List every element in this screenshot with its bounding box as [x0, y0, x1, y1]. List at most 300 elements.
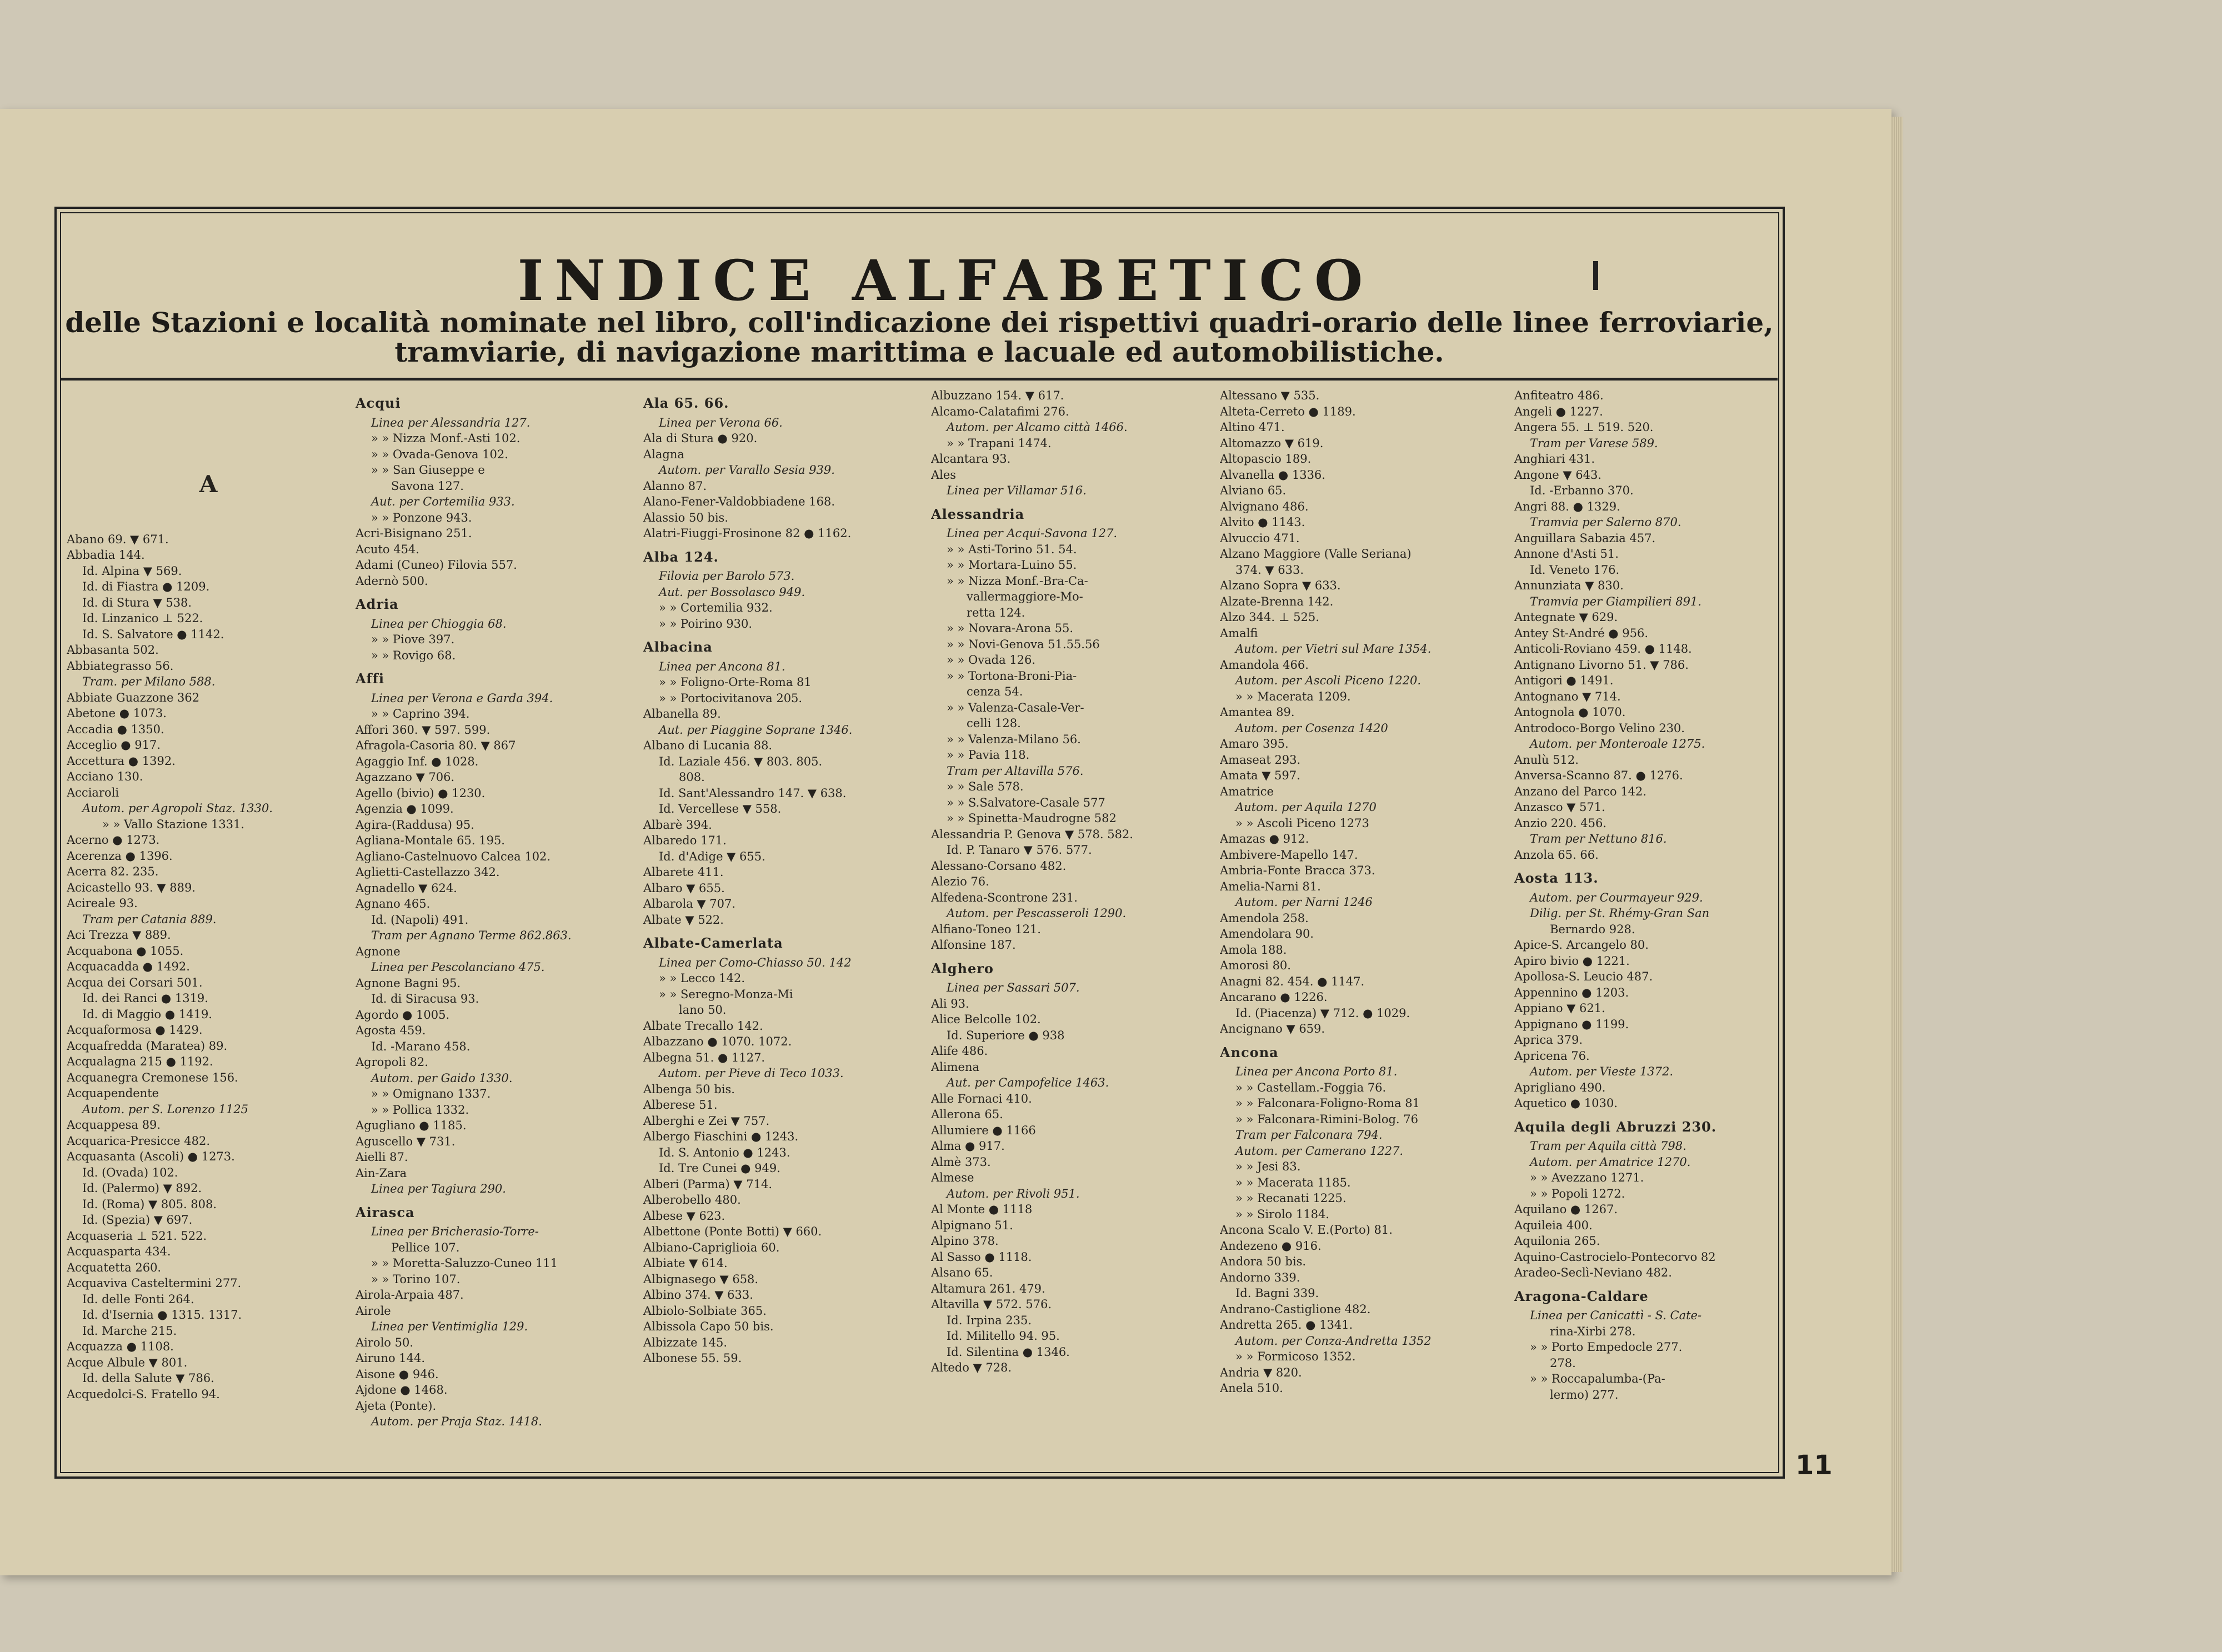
index-entry: Autom. per Gaido 1330.: [371, 1071, 513, 1085]
index-entry: Ancarano ● 1226.: [1220, 990, 1328, 1004]
index-entry: Anzasco ▼ 571.: [1514, 800, 1605, 814]
index-entry: Id. Silentina ● 1346.: [947, 1345, 1070, 1359]
index-entry: Acquasparta 434.: [67, 1245, 171, 1258]
index-entry: Alzo 344. ⊥ 525.: [1220, 610, 1319, 624]
index-entry: Acquaseria ⊥ 521. 522.: [67, 1229, 207, 1243]
index-entry: Airole: [356, 1304, 391, 1318]
index-entry: Albino 374. ▼ 633.: [643, 1288, 753, 1301]
index-entry: Albarete 411.: [643, 865, 724, 879]
index-entry: Acqualagna 215 ● 1192.: [67, 1055, 213, 1068]
index-entry: Altopascio 189.: [1220, 452, 1312, 465]
index-entry: Pellice 107.: [391, 1240, 460, 1254]
index-entry: Id. Marche 215.: [82, 1324, 177, 1338]
index-entry: Annunziata ▼ 830.: [1514, 579, 1624, 592]
index-entry: » » Avezzano 1271.: [1530, 1171, 1644, 1184]
index-entry: Acqua dei Corsari 501.: [67, 975, 203, 989]
index-entry: Airolo 50.: [356, 1335, 413, 1349]
index-entry: Linea per Verona e Garda 394.: [371, 691, 553, 705]
index-entry: Id. di Siracusa 93.: [371, 992, 479, 1005]
index-entry: » » Roccapalumba-(Pa-: [1530, 1372, 1665, 1385]
index-entry: » » Sirolo 1184.: [1235, 1207, 1329, 1221]
index-entry: Autom. per Vieste 1372.: [1530, 1065, 1673, 1078]
index-entry: Amazas ● 912.: [1220, 832, 1309, 845]
index-entry: Appignano ● 1199.: [1514, 1017, 1629, 1031]
index-entry: Alfedena-Scontrone 231.: [931, 890, 1078, 904]
index-entry: Albignasego ▼ 658.: [643, 1272, 759, 1286]
index-entry: Antognano ▼ 714.: [1514, 689, 1621, 703]
index-entry: Altavilla ▼ 572. 576.: [931, 1298, 1052, 1311]
index-entry: Albarola ▼ 707.: [643, 897, 736, 910]
index-entry: Autom. per Pescasseroli 1290.: [947, 907, 1127, 920]
index-entry: Id. d'Isernia ● 1315. 1317.: [82, 1308, 242, 1321]
index-entry: cenza 54.: [967, 685, 1023, 698]
index-entry: Filovia per Barolo 573.: [659, 569, 795, 583]
index-entry: Aprigliano 490.: [1514, 1080, 1606, 1094]
index-entry: Alle Fornaci 410.: [931, 1092, 1032, 1105]
index-entry: Aprica 379.: [1514, 1033, 1583, 1047]
index-entry: Alcamo-Calatafimi 276.: [931, 404, 1069, 418]
index-entry: 374. ▼ 633.: [1235, 563, 1304, 577]
index-entry: Acquaformosa ● 1429.: [67, 1023, 203, 1037]
index-entry: Autom. per Agropoli Staz. 1330.: [82, 802, 273, 815]
index-entry: Anzio 220. 456.: [1514, 816, 1607, 830]
index-entry: Acquaviva Casteltermini 277.: [67, 1276, 242, 1290]
index-entry: Anela 510.: [1220, 1381, 1283, 1395]
index-entry: » » Foligno-Orte-Roma 81: [659, 675, 812, 689]
index-entry: Autom. per Conza-Andretta 1352: [1235, 1334, 1432, 1348]
index-entry: Ajdone ● 1468.: [356, 1383, 448, 1396]
index-entry: Acquarica-Presicce 482.: [67, 1134, 211, 1148]
index-entry: Tram per Varese 589.: [1530, 436, 1658, 450]
index-entry: Acri-Bisignano 251.: [356, 527, 472, 540]
index-entry: Linea per Canicattì - S. Cate-: [1530, 1309, 1702, 1322]
index-entry: Agugliano ● 1185.: [356, 1119, 467, 1132]
index-entry: Acciaroli: [67, 785, 119, 799]
index-entry: Ambivere-Mapello 147.: [1220, 848, 1358, 862]
index-entry: Linea per Ancona Porto 81.: [1235, 1065, 1398, 1078]
index-entry: Id. (Palermo) ▼ 892.: [82, 1182, 202, 1195]
index-entry: Linea per Ancona 81.: [659, 659, 785, 673]
index-entry: » » Novara-Arona 55.: [947, 622, 1074, 635]
index-entry: Albate Trecallo 142.: [643, 1019, 763, 1033]
index-entry: Alimena: [931, 1060, 979, 1074]
index-entry: Adami (Cuneo) Filovia 557.: [356, 558, 517, 572]
index-entry: Autom. per Rivoli 951.: [947, 1187, 1080, 1200]
index-entry: Tram per Falconara 794.: [1235, 1128, 1383, 1142]
index-entry: Alsano 65.: [931, 1266, 993, 1279]
index-entry: Linea per Chioggia 68.: [371, 617, 507, 630]
index-entry: Alberghi e Zei ▼ 757.: [643, 1114, 770, 1128]
index-entry: Alpino 378.: [931, 1234, 999, 1248]
index-entry: Id. -Marano 458.: [371, 1039, 471, 1053]
section-letter: A: [199, 470, 218, 498]
index-entry: » » Piove 397.: [371, 633, 455, 646]
index-entry: Alezio 76.: [931, 875, 989, 888]
index-entry: » » Pollica 1332.: [371, 1103, 469, 1117]
index-entry: Alessandria P. Genova ▼ 578. 582.: [931, 827, 1133, 841]
index-entry: » » Tortona-Broni-Pia-: [947, 669, 1077, 683]
index-column-3: [643, 388, 927, 1449]
index-entry: » » Nizza Monf.-Bra-Ca-: [947, 574, 1088, 588]
index-entry: Aielli 87.: [356, 1150, 408, 1164]
index-entry: Alvuccio 471.: [1220, 531, 1300, 545]
index-entry: » » Jesi 83.: [1235, 1160, 1301, 1173]
index-entry: Aut. per Bossolasco 949.: [659, 585, 805, 599]
index-heading: Albate-Camerlata: [643, 935, 783, 951]
index-entry: Albiate ▼ 614.: [643, 1256, 728, 1270]
index-entry: Alviano 65.: [1220, 484, 1287, 497]
index-heading: Adria: [356, 596, 399, 612]
index-entry: Alberese 51.: [643, 1098, 718, 1112]
index-entry: » » Poirino 930.: [659, 617, 753, 630]
index-entry: Ancona Scalo V. E.(Porto) 81.: [1220, 1223, 1393, 1237]
index-entry: Amata ▼ 597.: [1220, 769, 1300, 782]
index-entry: Amandola 466.: [1220, 658, 1309, 672]
index-entry: Apiro bivio ● 1221.: [1514, 954, 1630, 968]
index-entry: Amatrice: [1220, 784, 1274, 798]
index-entry: Id. Veneto 176.: [1530, 563, 1620, 577]
index-entry: Id. di Maggio ● 1419.: [82, 1007, 212, 1021]
index-entry: Linea per Pescolanciano 475.: [371, 960, 545, 974]
index-entry: Altamura 261. 479.: [931, 1281, 1045, 1295]
index-entry: Acquafredda (Maratea) 89.: [67, 1039, 228, 1053]
header-rule: [61, 378, 1778, 381]
index-entry: Aquilonia 265.: [1514, 1234, 1600, 1248]
index-entry: » » Trapani 1474.: [947, 436, 1052, 450]
index-entry: Airuno 144.: [356, 1351, 426, 1365]
index-entry: Id. delle Fonti 264.: [82, 1292, 194, 1306]
index-entry: » » Recanati 1225.: [1235, 1192, 1347, 1205]
index-entry: Amendola 258.: [1220, 911, 1309, 925]
index-entry: Id. Militello 94. 95.: [947, 1329, 1060, 1343]
index-entry: Albenga 50 bis.: [643, 1082, 735, 1096]
index-entry: Allumiere ● 1166: [931, 1123, 1036, 1137]
index-entry: Agnone: [356, 944, 401, 958]
index-entry: » » Castellam.-Foggia 76.: [1235, 1080, 1387, 1094]
index-entry: Agropoli 82.: [356, 1055, 428, 1069]
index-entry: » » Porto Empedocle 277.: [1530, 1340, 1683, 1354]
index-entry: Apollosa-S. Leucio 487.: [1514, 970, 1653, 983]
index-entry: Ancignano ▼ 659.: [1220, 1022, 1325, 1035]
index-entry: Alpignano 51.: [931, 1218, 1013, 1232]
index-entry: Acque Albule ▼ 801.: [67, 1355, 188, 1369]
index-heading: Aosta 113.: [1514, 870, 1599, 886]
index-entry: Affori 360. ▼ 597. 599.: [356, 723, 491, 737]
index-entry: Tram per Agnano Terme 862.863.: [371, 929, 572, 942]
index-entry: Albettone (Ponte Botti) ▼ 660.: [643, 1225, 822, 1238]
index-entry: Airola-Arpaia 487.: [356, 1288, 464, 1301]
index-entry: » » Falconara-Rimini-Bolog. 76: [1235, 1112, 1418, 1126]
index-entry: Anagni 82. 454. ● 1147.: [1220, 974, 1365, 988]
index-entry: » » Valenza-Milano 56.: [947, 732, 1081, 746]
index-entry: Id. -Erbanno 370.: [1530, 484, 1634, 497]
index-entry: Autom. per Narni 1246: [1235, 895, 1373, 909]
index-entry: Agnadello ▼ 624.: [356, 881, 457, 895]
subtitle-line-1: delle Stazioni e località nominate nel libro, coll'indicazione dei rispettivi quadri-orario delle linee ferroviarie,: [65, 306, 1774, 339]
index-entry: Anguillara Sabazia 457.: [1514, 531, 1656, 545]
index-entry: » » Spinetta-Maudrogne 582: [947, 812, 1117, 825]
index-entry: Linea per Sassari 507.: [947, 981, 1080, 994]
index-column-4: [931, 388, 1214, 1449]
index-entry: Aut. per Campofelice 1463.: [947, 1076, 1109, 1089]
index-entry: Angone ▼ 643.: [1514, 468, 1602, 482]
index-entry: Aci Trezza ▼ 889.: [67, 928, 171, 942]
index-entry: Id. Bagni 339.: [1235, 1286, 1319, 1300]
index-entry: » » Torino 107.: [371, 1272, 461, 1286]
index-entry: Tram. per Milano 588.: [82, 675, 216, 688]
title-ornament: [1593, 261, 1598, 290]
index-entry: Linea per Como-Chiasso 50. 142: [659, 955, 852, 969]
index-entry: Alberobello 480.: [643, 1193, 741, 1207]
index-entry: Id. (Napoli) 491.: [371, 913, 469, 927]
index-entry: Acquappesa 89.: [67, 1118, 161, 1132]
index-entry: Autom. per Praja Staz. 1418.: [371, 1415, 542, 1428]
index-entry: Acerra 82. 235.: [67, 865, 159, 878]
index-entry: Andora 50 bis.: [1220, 1255, 1307, 1268]
index-column-1: [67, 388, 350, 1449]
index-entry: Anulù 512.: [1514, 753, 1579, 767]
index-entry: Ali 93.: [931, 997, 969, 1010]
index-heading: Albacina: [643, 639, 713, 655]
index-entry: Autom. per Vietri sul Mare 1354.: [1235, 642, 1432, 655]
index-entry: Allerona 65.: [931, 1108, 1003, 1121]
index-entry: » » Vallo Stazione 1331.: [102, 817, 245, 831]
page-stack-edge: [1891, 117, 1903, 1572]
index-entry: Alzate-Brenna 142.: [1220, 594, 1334, 608]
index-entry: Alessano-Corsano 482.: [931, 859, 1067, 873]
index-entry: Al Monte ● 1118: [931, 1203, 1033, 1216]
index-entry: Acquapendente: [67, 1087, 159, 1100]
index-heading: Aragona-Caldare: [1514, 1288, 1649, 1304]
index-entry: » » Ovada 126.: [947, 653, 1036, 667]
index-entry: Andorno 339.: [1220, 1270, 1300, 1284]
index-entry: Tram per Catania 889.: [82, 912, 217, 926]
index-entry: Tram per Altavilla 576.: [947, 764, 1084, 778]
index-column-6: [1514, 388, 1798, 1449]
index-entry: Aquilano ● 1267.: [1514, 1203, 1618, 1216]
index-entry: » » Valenza-Casale-Ver-: [947, 700, 1084, 714]
index-entry: Alzano Sopra ▼ 633.: [1220, 579, 1341, 592]
index-entry: Tram per Nettuno 816.: [1530, 832, 1667, 845]
index-entry: Alassio 50 bis.: [643, 510, 728, 524]
index-entry: Ales: [931, 468, 957, 482]
index-entry: Linea per Acqui-Savona 127.: [947, 527, 1117, 540]
index-entry: Amelia-Narni 81.: [1220, 879, 1321, 893]
index-entry: Tram per Aquila città 798.: [1530, 1139, 1686, 1153]
index-entry: Albergo Fiaschini ● 1243.: [643, 1130, 799, 1143]
index-entry: Alfonsine 187.: [931, 938, 1016, 952]
index-entry: Id. Tre Cunei ● 949.: [659, 1162, 780, 1175]
index-entry: Autom. per Amatrice 1270.: [1530, 1155, 1691, 1169]
index-entry: Linea per Tagiura 290.: [371, 1182, 506, 1195]
index-entry: Anghiari 431.: [1514, 452, 1595, 465]
index-entry: Antigori ● 1491.: [1514, 674, 1614, 687]
index-entry: Albuzzano 154. ▼ 617.: [931, 389, 1064, 402]
index-entry: Acquazza ● 1108.: [67, 1340, 174, 1353]
index-heading: Alessandria: [931, 505, 1025, 522]
index-entry: Tramvia per Salerno 870.: [1530, 515, 1681, 529]
index-entry: Anzola 65. 66.: [1514, 848, 1599, 862]
index-entry: Id. Linzanico ⊥ 522.: [82, 612, 203, 625]
index-entry: » » S.Salvatore-Casale 577: [947, 795, 1105, 809]
index-entry: Aut. per Cortemilia 933.: [371, 495, 515, 508]
index-entry: Linea per Bricherasio-Torre-: [371, 1225, 539, 1238]
index-entry: Altessano ▼ 535.: [1220, 389, 1320, 402]
index-entry: Antey St-André ● 956.: [1514, 626, 1649, 640]
index-entry: Almè 373.: [931, 1155, 991, 1169]
index-entry: Linea per Alessandria 127.: [371, 415, 531, 429]
index-entry: Aquileia 400.: [1514, 1218, 1593, 1232]
index-entry: Angeli ● 1227.: [1514, 404, 1603, 418]
index-entry: Autom. per Courmayeur 929.: [1530, 890, 1703, 904]
index-entry: Alice Belcolle 102.: [931, 1013, 1041, 1026]
index-entry: Id. (Ovada) 102.: [82, 1165, 178, 1179]
index-entry: Altino 471.: [1220, 420, 1285, 434]
index-entry: Aglietti-Castellazzo 342.: [356, 865, 500, 879]
index-entry: Altedo ▼ 728.: [931, 1361, 1012, 1374]
index-entry: Autom. per Monteroale 1275.: [1530, 737, 1705, 750]
index-entry: Id. Irpina 235.: [947, 1313, 1032, 1327]
index-entry: Amaro 395.: [1220, 737, 1289, 750]
index-entry: Amaseat 293.: [1220, 753, 1301, 767]
index-entry: Alberi (Parma) ▼ 714.: [643, 1177, 773, 1191]
page-title: INDICE ALFABETICO: [517, 248, 1374, 313]
index-entry: Id. P. Tanaro ▼ 576. 577.: [947, 843, 1092, 857]
index-entry: Albate ▼ 522.: [643, 913, 724, 927]
index-entry: Acerenza ● 1396.: [67, 849, 173, 863]
index-entry: Abbiate Guazzone 362: [67, 690, 200, 704]
index-entry: Alatri-Fiuggi-Frosinone 82 ● 1162.: [643, 527, 852, 540]
index-entry: Abbiategrasso 56.: [67, 659, 174, 673]
index-entry: Adernò 500.: [356, 574, 428, 588]
index-entry: Alzano Maggiore (Valle Seriana): [1220, 547, 1412, 560]
index-entry: Alife 486.: [931, 1044, 988, 1058]
index-entry: » » Portocivitanova 205.: [659, 691, 803, 705]
index-entry: Albese ▼ 623.: [643, 1209, 725, 1223]
index-entry: Autom. per Camerano 1227.: [1235, 1144, 1404, 1158]
index-heading: Ancona: [1220, 1044, 1279, 1060]
index-entry: Andrano-Castiglione 482.: [1220, 1302, 1371, 1316]
index-entry: Abetone ● 1073.: [67, 707, 167, 720]
index-entry: Albissola Capo 50 bis.: [643, 1320, 774, 1333]
index-entry: Antognola ● 1070.: [1514, 705, 1626, 719]
index-entry: Agordo ● 1005.: [356, 1008, 450, 1022]
index-entry: » » Lecco 142.: [659, 972, 745, 985]
index-entry: Acquatetta 260.: [67, 1260, 162, 1274]
index-entry: Acerno ● 1273.: [67, 833, 160, 847]
index-entry: Anfiteatro 486.: [1514, 389, 1604, 402]
index-entry: Acquacadda ● 1492.: [67, 960, 190, 973]
index-entry: Autom. per Aquila 1270: [1235, 800, 1377, 814]
index-entry: Anticoli-Roviano 459. ● 1148.: [1514, 642, 1692, 655]
index-entry: » » Moretta-Saluzzo-Cuneo 111: [371, 1256, 558, 1270]
index-entry: » » Seregno-Monza-Mi: [659, 987, 793, 1001]
index-entry: » » Asti-Torino 51. 54.: [947, 542, 1077, 556]
index-entry: Albaredo 171.: [643, 834, 727, 847]
index-entry: » » Omignano 1337.: [371, 1087, 491, 1100]
index-entry: Altomazzo ▼ 619.: [1220, 436, 1324, 450]
index-entry: Agosta 459.: [356, 1024, 426, 1037]
index-entry: Albaro ▼ 655.: [643, 881, 725, 895]
index-entry: Linea per Villamar 516.: [947, 484, 1087, 497]
index-entry: Autom. per Pieve di Teco 1033.: [659, 1067, 844, 1080]
index-entry: Bernardo 928.: [1550, 922, 1635, 936]
index-entry: Alagna: [643, 447, 684, 461]
index-heading: Alghero: [931, 960, 994, 977]
index-entry: 278.: [1550, 1356, 1576, 1370]
index-entry: Agira-(Raddusa) 95.: [356, 818, 474, 832]
index-entry: Id. di Fiastra ● 1209.: [82, 580, 210, 593]
index-entry: Albonese 55. 59.: [643, 1351, 742, 1365]
index-entry: » » Macerata 1185.: [1235, 1175, 1351, 1189]
index-entry: Autom. per Cosenza 1420: [1235, 721, 1388, 735]
index-entry: Alteta-Cerreto ● 1189.: [1220, 404, 1356, 418]
index-entry: Acquanegra Cremonese 156.: [67, 1070, 238, 1084]
index-entry: celli 128.: [967, 717, 1021, 730]
index-entry: Aisone ● 946.: [356, 1367, 439, 1381]
index-entry: Apice-S. Arcangelo 80.: [1514, 938, 1649, 952]
index-entry: Id. (Spezia) ▼ 697.: [82, 1213, 193, 1227]
index-entry: Savona 127.: [391, 479, 464, 493]
index-entry: Agello (bivio) ● 1230.: [356, 786, 486, 800]
index-entry: Id. Superiore ● 938: [947, 1028, 1065, 1042]
index-heading: Ala 65. 66.: [643, 395, 729, 411]
index-entry: Agliana-Montale 65. 195.: [356, 834, 505, 847]
index-entry: Albarè 394.: [643, 818, 712, 832]
index-entry: Autom. per Varallo Sesia 939.: [659, 463, 835, 477]
index-entry: Id. (Roma) ▼ 805. 808.: [82, 1197, 217, 1211]
index-entry: » » Nizza Monf.-Asti 102.: [371, 432, 521, 445]
index-entry: Id. dei Ranci ● 1319.: [82, 992, 208, 1005]
index-entry: Abano 69. ▼ 671.: [67, 532, 169, 546]
index-entry: Ain-Zara: [356, 1166, 407, 1180]
index-entry: Albiolo-Solbiate 365.: [643, 1304, 767, 1318]
index-entry: Acuto 454.: [356, 542, 419, 556]
index-entry: Linea per Verona 66.: [659, 415, 783, 429]
index-entry: Agenzia ● 1099.: [356, 802, 454, 815]
index-column-5: [1220, 388, 1503, 1449]
index-entry: » » Ascoli Piceno 1273: [1235, 816, 1369, 830]
index-entry: Alcantara 93.: [931, 452, 1011, 465]
index-entry: Albizzate 145.: [643, 1335, 727, 1349]
index-entry: Anversa-Scanno 87. ● 1276.: [1514, 769, 1683, 782]
index-entry: » » Novi-Genova 51.55.56: [947, 637, 1100, 651]
index-heading: Acqui: [356, 395, 401, 411]
index-entry: Amalfi: [1220, 626, 1258, 640]
index-entry: lano 50.: [679, 1003, 727, 1017]
index-entry: Andezeno ● 916.: [1220, 1239, 1322, 1253]
index-heading: Aquila degli Abruzzi 230.: [1514, 1118, 1717, 1135]
index-entry: Alfiano-Toneo 121.: [931, 922, 1041, 936]
index-entry: lermo) 277.: [1550, 1388, 1619, 1401]
index-entry: » » Caprino 394.: [371, 707, 470, 720]
index-entry: Aquino-Castrocielo-Pontecorvo 82: [1514, 1250, 1716, 1264]
index-entry: Appiano ▼ 621.: [1514, 1002, 1605, 1015]
index-entry: Antignano Livorno 51. ▼ 786.: [1514, 658, 1689, 672]
index-entry: Al Sasso ● 1118.: [931, 1250, 1032, 1264]
index-entry: Alanno 87.: [643, 479, 707, 493]
index-entry: Afragola-Casoria 80. ▼ 867: [356, 739, 516, 752]
index-entry: » » Formicoso 1352.: [1235, 1350, 1356, 1363]
index-entry: Anzano del Parco 142.: [1514, 784, 1647, 798]
index-entry: Almese: [931, 1171, 974, 1184]
index-entry: Amorosi 80.: [1220, 959, 1291, 972]
index-entry: Aut. per Piaggine Soprane 1346.: [659, 723, 853, 737]
index-entry: Agnano 465.: [356, 897, 431, 910]
index-entry: Acireale 93.: [67, 897, 138, 910]
index-entry: Alvito ● 1143.: [1220, 515, 1305, 529]
index-entry: Tramvia per Giampilieri 891.: [1530, 594, 1701, 608]
